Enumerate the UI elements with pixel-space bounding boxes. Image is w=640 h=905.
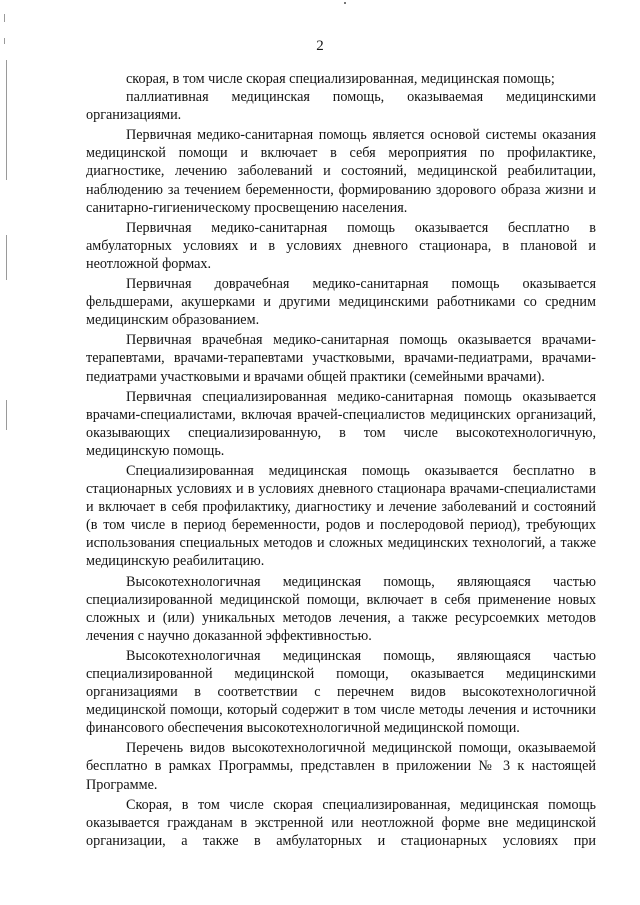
paragraph: Первичная врачебная медико-санитарная помощь оказывается врачами-терапевтами, врачами-терапевтами участковыми, врачами-педиатрами, врачами-педиатрами участковыми и врачами общей практики (семейными врачами).	[86, 332, 596, 385]
scan-dot	[344, 2, 346, 4]
margin-mark	[4, 14, 5, 22]
document-body	[86, 70, 596, 850]
paragraph: Первичная доврачебная медико-санитарная помощь оказывается фельдшерами, акушерками и другими медицинскими работниками со средним медицинским образованием.	[86, 276, 596, 329]
paragraph: Высокотехнологичная медицинская помощь, являющаяся частью специализированной медицинской помощи, оказывается медицинскими организациями в соответствии с перечнем видов высокотехнологичной медицинской помощи, который содержит в том числе методы лечения и источники финансового обеспечения высокотехнологичной медицинской помощи.	[86, 647, 596, 737]
paragraph: Специализированная медицинская помощь оказывается бесплатно в стационарных условиях и в условиях дневного стационара врачами-специалистами и включает в себя профилактику, диагностику и лечение заболеваний и состояний (в том числе в период беременности, родов и послеродовой период), требующих использования специальных методов и сложных медицинских технологий, а также медицинскую реабилитацию.	[86, 462, 596, 570]
paragraph: Первичная медико-санитарная помощь является основой системы оказания медицинской помощи и включает в себя мероприятия по профилактике, диагностике, лечению заболеваний и состояний, медицинской реабилитации, наблюдению за течением беременности, формированию здорового образа жизни и санитарно-гигиеническому просвещению населения.	[86, 127, 596, 216]
margin-mark	[6, 400, 7, 430]
paragraph: Первичная медико-санитарная помощь оказывается бесплатно в амбулаторных условиях и в условиях дневного стационара, в плановой и неотложной формах.	[86, 219, 596, 272]
paragraph: Высокотехнологичная медицинская помощь, являющаяся частью специализированной медицинской помощи, включает в себя применение новых сложных и (или) уникальных методов лечения, а также ресурсоемких методов лечения с научно доказанной эффективностью.	[86, 573, 596, 644]
paragraph: Скорая, в том числе скорая специализированная, медицинская помощь оказывается гражданам в экстренной или неотложной форме вне медицинской организации, а также в амбулаторных и стационарных условиях при	[86, 796, 596, 849]
paragraph: паллиативная медицинская помощь, оказываемая медицинскими организациями.	[86, 89, 596, 124]
margin-mark	[6, 60, 7, 180]
paragraph: Перечень видов высокотехнологичной медицинской помощи, оказываемой бесплатно в рамках Программы, представлен в приложении № 3 к настоящей Программе.	[86, 740, 596, 793]
paragraph: скорая, в том числе скорая специализированная, медицинская помощь;	[126, 71, 555, 87]
margin-mark	[6, 235, 7, 280]
paragraph: Первичная специализированная медико-санитарная помощь оказывается врачами-специалистами, включая врачей-специалистов медицинских организаций, оказывающих специализированную, в том числе высокотехнологичную, медицинскую помощь.	[86, 388, 596, 459]
page-number: 2	[316, 38, 324, 54]
